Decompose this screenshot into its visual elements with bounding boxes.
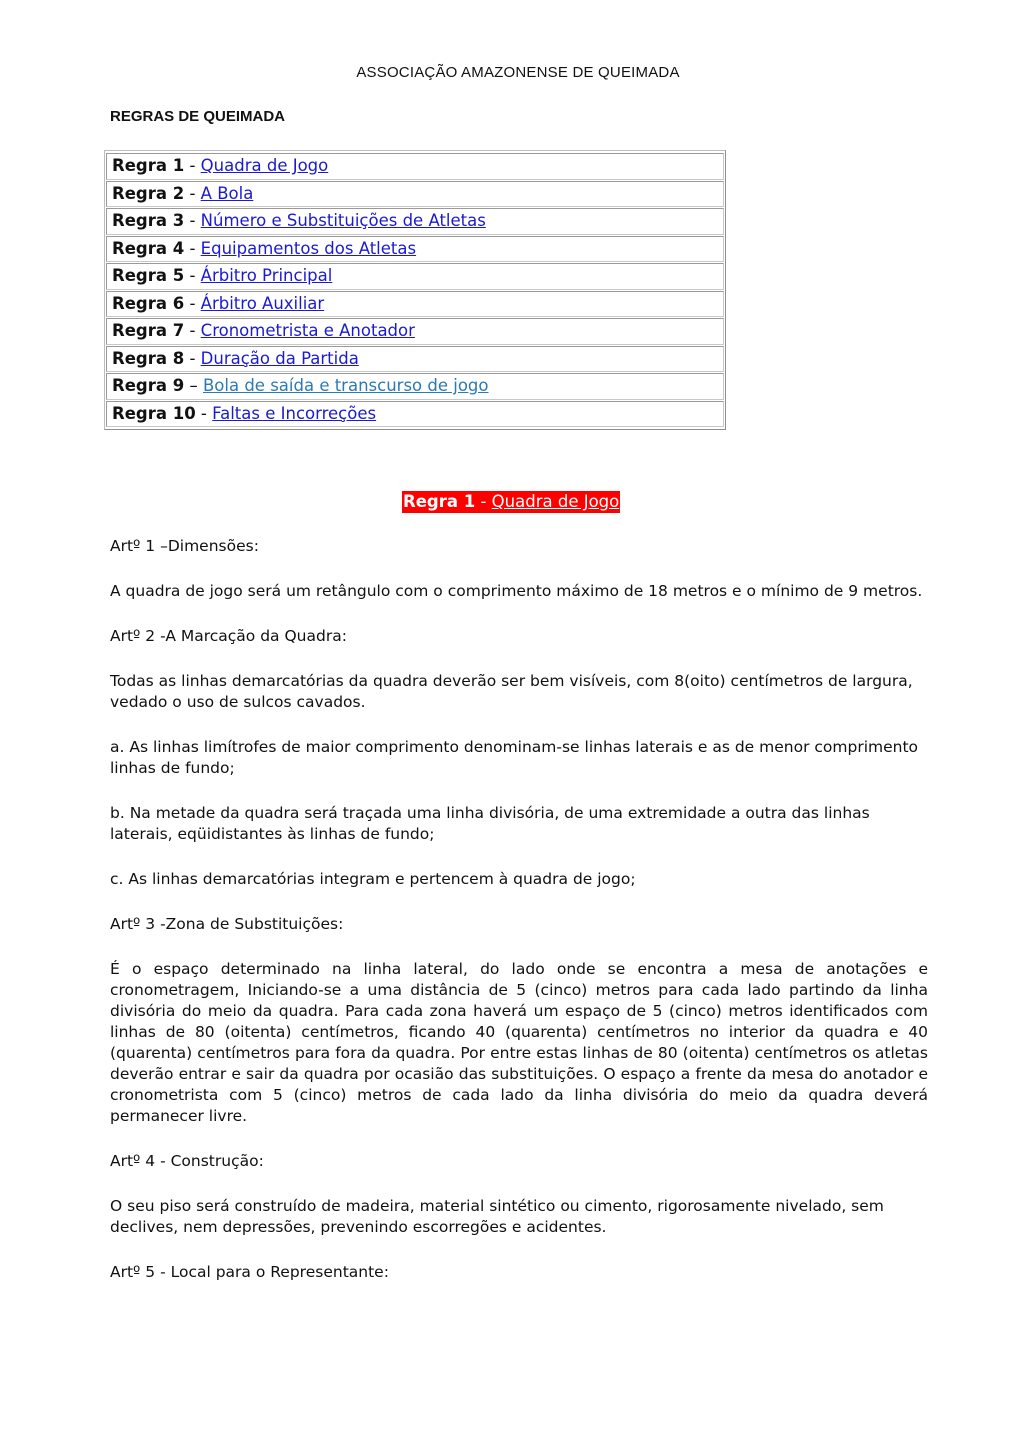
toc-link-quadra-de-jogo[interactable]: Quadra de Jogo xyxy=(200,156,329,175)
toc-rule-number: Regra 5 xyxy=(112,266,185,285)
toc-separator: – xyxy=(184,376,203,395)
article-4-heading: Artº 4 - Construção: xyxy=(110,1152,264,1170)
article-4-text: O seu piso será construído de madeira, material sintético ou cimento, rigorosamente nivelado, sem declives, nem depressões, prevenindo escorregões e acidentes. xyxy=(110,1197,884,1236)
toc-link-duracao[interactable]: Duração da Partida xyxy=(200,348,359,368)
toc-separator: - xyxy=(184,211,201,230)
article-3-heading: Artº 3 -Zona de Substituições: xyxy=(110,915,344,933)
toc-separator: - xyxy=(184,238,201,258)
article-1-text: A quadra de jogo será um retângulo com o comprimento máximo de 18 metros e o mínimo de 9 metros. xyxy=(110,582,923,600)
toc-row-regra-6 xyxy=(106,291,724,318)
toc-row-regra-1 xyxy=(106,153,724,180)
toc-link-faltas[interactable]: Faltas e Incorreções xyxy=(212,403,377,423)
toc-row-regra-5 xyxy=(106,263,724,290)
toc-row-regra-10 xyxy=(106,401,724,428)
toc-row-regra-4 xyxy=(106,236,724,263)
toc-rule-number: Regra 4 xyxy=(112,238,185,258)
toc-row-regra-7 xyxy=(106,318,724,345)
rules-index-table xyxy=(104,150,726,430)
toc-link-cronometrista[interactable]: Cronometrista e Anotador xyxy=(200,321,415,340)
toc-rule-number: Regra 2 xyxy=(112,183,185,203)
banner-rule-number: Regra 1 xyxy=(403,492,476,511)
article-2-item-c: c. As linhas demarcatórias integram e pertencem à quadra de jogo; xyxy=(110,870,636,888)
document-title: ASSOCIAÇÃO AMAZONENSE DE QUEIMADA xyxy=(356,64,680,81)
toc-link-bola-de-saida[interactable]: Bola de saída e transcurso de jogo xyxy=(202,376,489,395)
rule-1-content xyxy=(110,536,928,1307)
toc-link-numero-substituicoes[interactable]: Número e Substituições de Atletas xyxy=(200,211,486,230)
toc-rule-number: Regra 7 xyxy=(112,321,185,340)
toc-link-arbitro-auxiliar[interactable]: Árbitro Auxiliar xyxy=(200,293,325,313)
article-2-text: Todas as linhas demarcatórias da quadra deverão ser bem visíveis, com 8(oito) centímetros de largura, vedado o uso de sulcos cavados. xyxy=(110,672,913,711)
article-1-heading: Artº 1 –Dimensões: xyxy=(110,537,259,555)
toc-rule-number: Regra 3 xyxy=(112,211,185,230)
toc-rule-number: Regra 6 xyxy=(112,293,185,313)
toc-rule-number: Regra 1 xyxy=(112,156,185,175)
toc-row-regra-3 xyxy=(106,208,724,235)
banner-link-quadra-de-jogo[interactable]: Quadra de Jogo xyxy=(491,492,620,511)
article-3-text: É o espaço determinado na linha lateral, do lado onde se encontra a mesa de anotações e cronometragem, Iniciando-se a uma distância de 5 (cinco) metros para cada lado partindo da linha divisória do meio da quadra. Para cada zona haverá um espaço de 5 (cinco) metros identificados com linhas de 80 (oitenta) centímetros, ficando 40 (quarenta) centímetros no interior da quadra e 40 (quarenta) centímetros para fora da quadra. Por entre estas linhas de 80 (oitenta) centímetros os atletas deverão entrar e sair da quadra por ocasião das substituições. O espaço a frente da mesa do anotador e cronometrista com 5 (cinco) metros de cada lado da linha divisória do meio da quadra deverá permanecer livre. xyxy=(110,960,928,1125)
toc-separator: - xyxy=(184,321,201,340)
article-5-heading: Artº 5 - Local para o Representante: xyxy=(110,1263,389,1281)
toc-row-regra-2 xyxy=(106,181,724,208)
toc-rule-number: Regra 9 xyxy=(112,376,185,395)
toc-rule-number: Regra 10 xyxy=(112,403,196,423)
toc-separator: - xyxy=(184,266,201,285)
toc-link-a-bola[interactable]: A Bola xyxy=(200,183,254,203)
toc-separator: - xyxy=(184,348,201,368)
article-2-heading: Artº 2 -A Marcação da Quadra: xyxy=(110,627,347,645)
toc-row-regra-9 xyxy=(106,373,724,400)
article-2-item-b: b. Na metade da quadra será traçada uma linha divisória, de uma extremidade a outra das linhas laterais, eqüidistantes às linhas de fundo; xyxy=(110,804,870,843)
toc-link-arbitro-principal[interactable]: Árbitro Principal xyxy=(200,266,333,285)
section-heading: REGRAS DE QUEIMADA xyxy=(110,108,286,125)
rule-1-banner xyxy=(402,491,620,513)
toc-row-regra-8 xyxy=(106,346,724,373)
toc-separator: - xyxy=(184,293,201,313)
article-2-item-a: a. As linhas limítrofes de maior comprimento denominam-se linhas laterais e as de menor comprimento linhas de fundo; xyxy=(110,738,919,777)
toc-link-equipamentos[interactable]: Equipamentos dos Atletas xyxy=(200,238,417,258)
toc-rule-number: Regra 8 xyxy=(112,348,185,368)
toc-separator: - xyxy=(195,403,213,423)
toc-separator: - xyxy=(184,156,201,175)
banner-separator: - xyxy=(475,492,492,511)
toc-separator: - xyxy=(184,183,201,203)
